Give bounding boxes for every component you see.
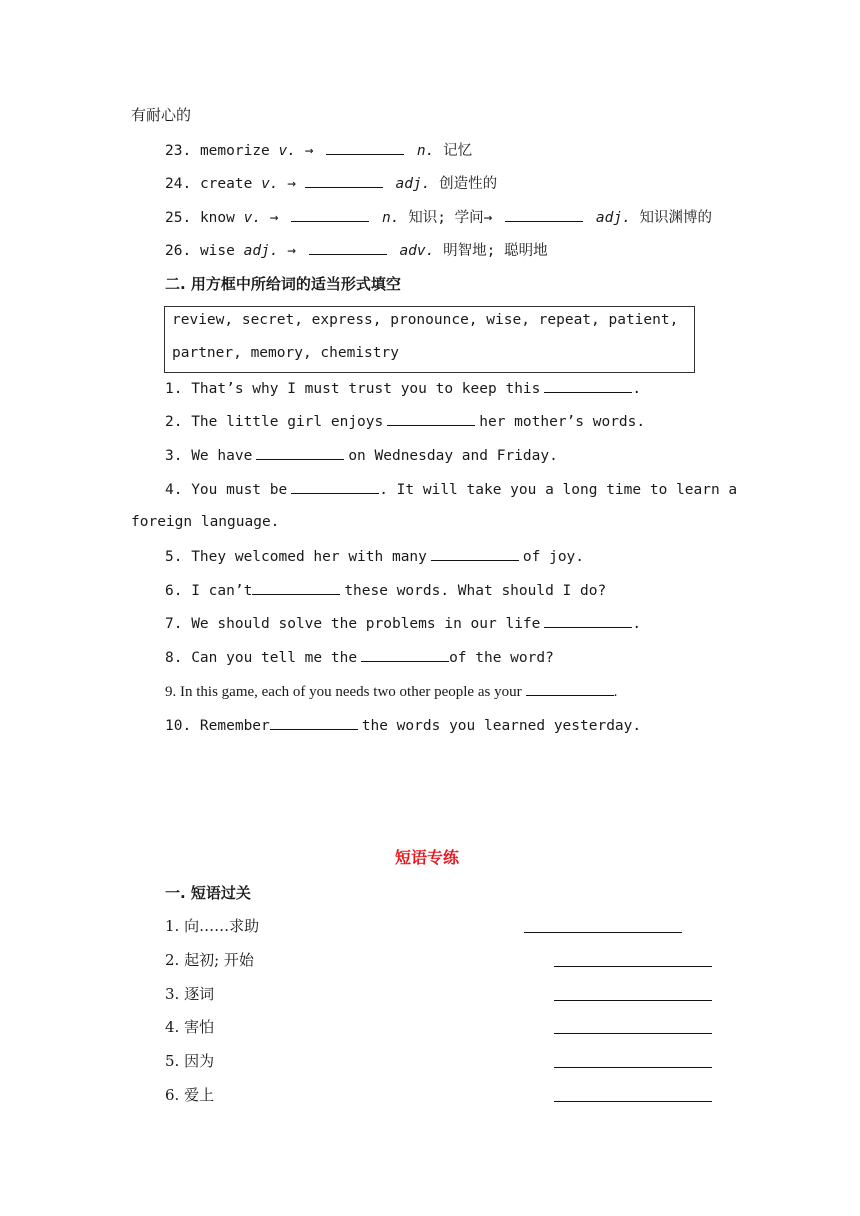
item-pos: adj.	[243, 243, 279, 259]
sentence-1	[165, 378, 641, 399]
item-meaning: 知识渊博的	[639, 210, 713, 226]
item-number: 26.	[165, 243, 192, 259]
item-number: 3.	[165, 985, 180, 1003]
sentence-text: 10. Remember	[165, 718, 270, 734]
item-number: 4.	[165, 1018, 180, 1036]
item-meaning: 创造性的	[439, 176, 498, 192]
sentence-text: of joy.	[522, 549, 585, 565]
item-word: know	[199, 210, 235, 226]
sentence-4	[165, 479, 737, 500]
section-title: 二. 用方框中所给词的适当形式填空	[165, 275, 401, 293]
answer-blank[interactable]	[291, 207, 369, 222]
word-item-25	[165, 207, 712, 228]
answer-blank[interactable]	[505, 207, 583, 222]
answer-blank[interactable]	[431, 546, 519, 561]
answer-blank[interactable]	[544, 378, 632, 393]
sentence-text: 6. I can’t	[165, 583, 253, 599]
item-word: wise	[199, 243, 235, 259]
sentence-text: 2. The little girl enjoys	[165, 414, 384, 430]
item-word: memorize	[199, 143, 270, 159]
sentence-6	[165, 580, 606, 601]
arrow-icon: →	[269, 210, 279, 226]
sentence-8	[165, 647, 554, 668]
word-item-23	[165, 140, 472, 161]
phrase-item	[165, 1017, 214, 1037]
item-pos: n.	[382, 210, 400, 226]
answer-blank[interactable]	[256, 445, 344, 460]
sentence-text: these words. What should I do?	[344, 583, 607, 599]
arrow-icon: →	[287, 176, 296, 192]
sentence-text: 1. That’s why I must trust you to keep this	[165, 381, 541, 397]
item-pos: n.	[416, 143, 435, 159]
item-number: 24.	[165, 176, 192, 192]
phrase-text: 逐词	[184, 985, 215, 1003]
sentence-text: .	[632, 616, 642, 632]
arrow-icon: →	[304, 143, 314, 159]
word-box-line: review, secret, express, pronounce, wise, repeat, patient,	[172, 312, 679, 328]
answer-blank[interactable]	[309, 240, 387, 255]
item-number: 6.	[165, 1086, 180, 1104]
phrase-item	[165, 1085, 214, 1105]
item-number: 1.	[165, 917, 180, 935]
answer-blank[interactable]	[554, 1053, 712, 1068]
item-number: 23.	[165, 143, 192, 159]
sentence-text: 4. You must be	[165, 482, 288, 498]
answer-blank[interactable]	[326, 140, 404, 155]
answer-blank[interactable]	[270, 715, 358, 730]
item-pos: adj.	[595, 210, 631, 226]
item-number: 25.	[165, 210, 192, 226]
phrase-text: 因为	[184, 1052, 215, 1070]
section-title: 一. 短语过关	[165, 884, 251, 902]
word-box-line: partner, memory, chemistry	[172, 345, 399, 361]
item-number: 2.	[165, 951, 180, 969]
sentence-text: on Wednesday and Friday.	[348, 448, 558, 464]
item-meaning: 知识; 学问	[408, 210, 484, 226]
answer-blank[interactable]	[524, 918, 682, 933]
sentence-10	[165, 715, 641, 736]
sentence-text: .	[632, 381, 642, 397]
answer-blank[interactable]	[554, 986, 712, 1001]
answer-blank[interactable]	[554, 1019, 712, 1034]
phrase-item	[165, 950, 254, 970]
sentence-9	[165, 681, 617, 702]
phrase-text: 向……求助	[184, 917, 260, 935]
item-pos: adj.	[395, 176, 431, 192]
sentence-text: 9. In this game, each of you needs two other people as your	[165, 684, 522, 700]
sentence-text: the words you learned yesterday.	[361, 718, 642, 734]
sentence-text: 5. They welcomed her with many	[165, 549, 427, 565]
answer-blank[interactable]	[387, 411, 475, 426]
phrase-text: 害怕	[184, 1018, 215, 1036]
word-item-26	[165, 240, 548, 261]
continued-text: 有耐心的	[131, 106, 192, 124]
answer-blank[interactable]	[526, 681, 614, 696]
sentence-4-continued: foreign language.	[131, 514, 280, 530]
item-pos: adv.	[399, 243, 435, 259]
item-meaning: 记忆	[443, 143, 473, 159]
sentence-text: her mother’s words.	[479, 414, 646, 430]
sentence-5	[165, 546, 584, 567]
sentence-text: .	[613, 684, 618, 700]
answer-blank[interactable]	[305, 173, 383, 188]
sentence-3	[165, 445, 558, 466]
answer-blank[interactable]	[361, 647, 449, 662]
phrase-text: 爱上	[184, 1086, 215, 1104]
sentence-text: 3. We have	[165, 448, 253, 464]
item-number: 5.	[165, 1052, 180, 1070]
item-pos: v.	[261, 176, 279, 192]
answer-blank[interactable]	[554, 1087, 712, 1102]
word-item-24	[165, 173, 497, 194]
item-word: create	[199, 176, 253, 192]
answer-blank[interactable]	[554, 952, 712, 967]
sentence-text: . It will take you a long time to learn a	[379, 482, 738, 498]
phrase-item	[165, 984, 214, 1004]
phrase-title: 短语专练	[395, 848, 460, 867]
answer-blank[interactable]	[291, 479, 379, 494]
phrase-item	[165, 1051, 214, 1071]
sentence-text: 8. Can you tell me the	[165, 650, 358, 666]
sentence-7	[165, 613, 641, 634]
arrow-icon: →	[287, 243, 296, 259]
item-meaning: 明智地; 聪明地	[443, 243, 548, 259]
item-pos: v.	[278, 143, 296, 159]
sentence-text: 7. We should solve the problems in our life	[165, 616, 541, 632]
answer-blank[interactable]	[544, 613, 632, 628]
phrase-text: 起初; 开始	[184, 951, 254, 969]
sentence-text: of the word?	[449, 650, 554, 666]
phrase-item	[165, 916, 259, 936]
sentence-2	[165, 411, 645, 432]
item-pos: v.	[243, 210, 262, 226]
answer-blank[interactable]	[252, 580, 340, 595]
arrow-icon: →	[483, 210, 493, 226]
